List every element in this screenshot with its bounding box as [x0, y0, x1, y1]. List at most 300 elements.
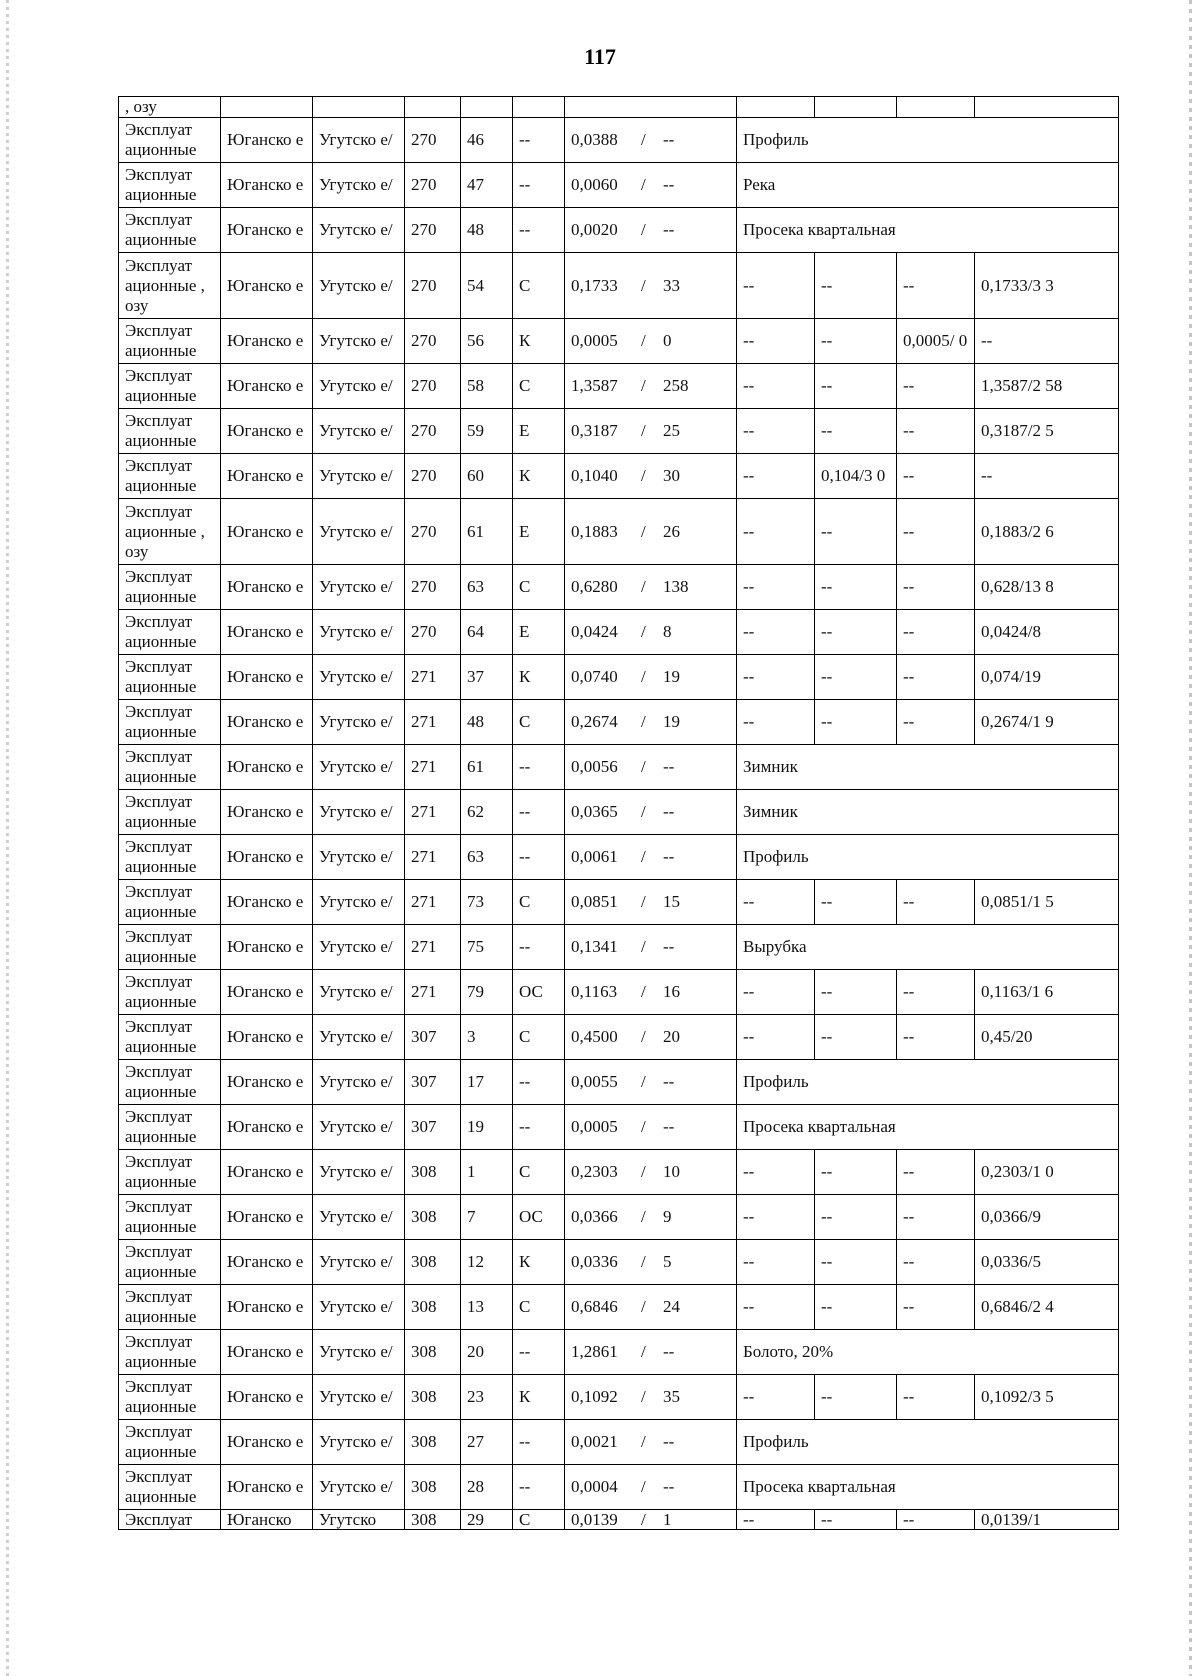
area-value: 0,6280: [571, 577, 618, 596]
col3-cell: --: [897, 1285, 975, 1330]
table-row: [119, 1330, 1119, 1375]
category-cell: Эксплуат ационные: [119, 1465, 221, 1510]
table-row: [119, 745, 1119, 790]
area-separator: /: [641, 1432, 646, 1451]
forestry-cell: Юганско е: [221, 409, 313, 454]
district-cell: Угутско е/: [313, 1465, 405, 1510]
category-cell: Эксплуат ационные: [119, 1240, 221, 1285]
district-cell: Угутско е/: [313, 970, 405, 1015]
category-cell: Эксплуат ационные: [119, 1285, 221, 1330]
category-cell: Эксплуат ационные: [119, 700, 221, 745]
area-cell: [565, 610, 737, 655]
forestry-cell: Юганско е: [221, 1060, 313, 1105]
area-count: 258: [663, 376, 689, 395]
section-cell: 60: [461, 454, 513, 499]
col1-cell: --: [737, 1015, 815, 1060]
area-count: 25: [663, 421, 680, 440]
section-cell: 54: [461, 253, 513, 319]
forestry-cell: [221, 97, 313, 118]
area-cell: [565, 1465, 737, 1510]
col1-cell: --: [737, 1195, 815, 1240]
col3-cell: --: [897, 655, 975, 700]
district-cell: Угутско е/: [313, 208, 405, 253]
area-value: 0,4500: [571, 1027, 618, 1046]
table-row: [119, 880, 1119, 925]
table-row: [119, 970, 1119, 1015]
category-cell: Эксплуат ационные: [119, 1105, 221, 1150]
col1-cell: --: [737, 565, 815, 610]
col1-cell: --: [737, 1510, 815, 1530]
area-separator: /: [641, 892, 646, 911]
quarter-cell: 270: [405, 454, 461, 499]
section-cell: 59: [461, 409, 513, 454]
species-cell: [513, 97, 565, 118]
category-cell: Эксплуат ационные: [119, 970, 221, 1015]
forestry-cell: Юганско е: [221, 1330, 313, 1375]
section-cell: 47: [461, 163, 513, 208]
district-cell: Угутско: [313, 1510, 405, 1530]
table-row: [119, 925, 1119, 970]
quarter-cell: 270: [405, 253, 461, 319]
scan-edge-left: [6, 0, 9, 1676]
col1-cell: --: [737, 454, 815, 499]
forestry-cell: Юганско е: [221, 565, 313, 610]
col4-cell: 0,0366/9: [975, 1195, 1119, 1240]
section-cell: 29: [461, 1510, 513, 1530]
category-cell: Эксплуат ационные: [119, 454, 221, 499]
note-cell: Профиль: [737, 835, 1119, 880]
table-row: [119, 610, 1119, 655]
area-value: 0,0021: [571, 1432, 618, 1451]
forestry-cell: Юганско е: [221, 700, 313, 745]
col1-cell: --: [737, 409, 815, 454]
area-count: 33: [663, 275, 680, 295]
area-value: 0,0851: [571, 892, 618, 911]
category-cell: Эксплуат ационные: [119, 1420, 221, 1465]
section-cell: 63: [461, 565, 513, 610]
category-cell: Эксплуат ационные: [119, 163, 221, 208]
col1-cell: --: [737, 970, 815, 1015]
forestry-cell: Юганско е: [221, 1195, 313, 1240]
quarter-cell: 307: [405, 1015, 461, 1060]
col2-cell: --: [815, 610, 897, 655]
col4-cell: 0,0851/1 5: [975, 880, 1119, 925]
col4-cell: 0,45/20: [975, 1015, 1119, 1060]
section-cell: 48: [461, 700, 513, 745]
district-cell: Угутско е/: [313, 610, 405, 655]
area-cell: [565, 1195, 737, 1240]
section-cell: [461, 97, 513, 118]
district-cell: Угутско е/: [313, 253, 405, 319]
table-row: [119, 790, 1119, 835]
forestry-cell: Юганско е: [221, 319, 313, 364]
table-row: [119, 97, 1119, 118]
col2-cell: --: [815, 1285, 897, 1330]
species-cell: С: [513, 1510, 565, 1530]
area-count: 10: [663, 1162, 680, 1181]
forestry-cell: Юганско: [221, 1510, 313, 1530]
table-row: [119, 163, 1119, 208]
species-cell: --: [513, 208, 565, 253]
section-cell: 64: [461, 610, 513, 655]
section-cell: 13: [461, 1285, 513, 1330]
col3-cell: --: [897, 454, 975, 499]
category-cell: Эксплуат ационные: [119, 835, 221, 880]
area-count: 8: [663, 622, 672, 641]
col3-cell: --: [897, 970, 975, 1015]
col3-cell: --: [897, 409, 975, 454]
area-count: --: [663, 1072, 675, 1091]
category-cell: Эксплуат ационные: [119, 1195, 221, 1240]
area-cell: [565, 319, 737, 364]
quarter-cell: 271: [405, 700, 461, 745]
table-row: [119, 1510, 1119, 1530]
district-cell: Угутско е/: [313, 118, 405, 163]
category-cell: Эксплуат ационные: [119, 118, 221, 163]
area-value: 0,0055: [571, 1072, 618, 1091]
area-separator: /: [641, 577, 646, 596]
area-separator: /: [641, 275, 646, 295]
col3-cell: --: [897, 1510, 975, 1530]
table-row: [119, 1195, 1119, 1240]
district-cell: Угутско е/: [313, 1015, 405, 1060]
col2-cell: --: [815, 1150, 897, 1195]
species-cell: --: [513, 1060, 565, 1105]
area-count: 24: [663, 1297, 680, 1316]
table-row: [119, 1285, 1119, 1330]
species-cell: С: [513, 700, 565, 745]
area-cell: [565, 499, 737, 565]
area-separator: /: [641, 1252, 646, 1271]
section-cell: 28: [461, 1465, 513, 1510]
quarter-cell: 270: [405, 118, 461, 163]
area-value: 0,0056: [571, 757, 618, 776]
section-cell: 7: [461, 1195, 513, 1240]
area-count: 1: [663, 1510, 672, 1529]
note-cell: Зимник: [737, 745, 1119, 790]
area-cell: [565, 1330, 737, 1375]
col2-cell: --: [815, 319, 897, 364]
col4-cell: 0,1163/1 6: [975, 970, 1119, 1015]
area-cell: [565, 790, 737, 835]
area-separator: /: [641, 1207, 646, 1226]
district-cell: Угутско е/: [313, 454, 405, 499]
table-row: [119, 1105, 1119, 1150]
district-cell: Угутско е/: [313, 364, 405, 409]
species-cell: ОС: [513, 970, 565, 1015]
category-cell: Эксплуат ационные: [119, 790, 221, 835]
category-cell: Эксплуат ационные , озу: [119, 253, 221, 319]
quarter-cell: 271: [405, 790, 461, 835]
note-cell: Вырубка: [737, 925, 1119, 970]
district-cell: Угутско е/: [313, 1240, 405, 1285]
col1-cell: --: [737, 700, 815, 745]
quarter-cell: 270: [405, 565, 461, 610]
col2-cell: [815, 97, 897, 118]
forestry-cell: Юганско е: [221, 610, 313, 655]
col4-cell: 0,0139/1: [975, 1510, 1119, 1530]
col3-cell: --: [897, 499, 975, 565]
area-separator: /: [641, 982, 646, 1001]
district-cell: Угутско е/: [313, 925, 405, 970]
forestry-cell: Юганско е: [221, 364, 313, 409]
col2-cell: --: [815, 1015, 897, 1060]
quarter-cell: 270: [405, 319, 461, 364]
section-cell: 37: [461, 655, 513, 700]
area-separator: /: [641, 622, 646, 641]
table-row: [119, 499, 1119, 565]
col2-cell: --: [815, 253, 897, 319]
area-separator: /: [641, 421, 646, 440]
species-cell: К: [513, 1240, 565, 1285]
note-cell: Зимник: [737, 790, 1119, 835]
col4-cell: [975, 97, 1119, 118]
district-cell: [313, 97, 405, 118]
col3-cell: --: [897, 700, 975, 745]
col1-cell: --: [737, 1375, 815, 1420]
quarter-cell: 308: [405, 1510, 461, 1530]
area-separator: /: [641, 937, 646, 956]
col3-cell: --: [897, 565, 975, 610]
forestry-cell: Юганско е: [221, 118, 313, 163]
area-count: 19: [663, 667, 680, 686]
area-separator: /: [641, 1072, 646, 1091]
area-value: 0,1733: [571, 275, 618, 295]
forest-plot-table: [118, 96, 1119, 1530]
area-count: 26: [663, 521, 680, 541]
quarter-cell: 271: [405, 655, 461, 700]
area-separator: /: [641, 802, 646, 821]
col2-cell: --: [815, 655, 897, 700]
category-cell: Эксплуат ационные , озу: [119, 499, 221, 565]
district-cell: Угутско е/: [313, 1105, 405, 1150]
area-cell: [565, 253, 737, 319]
section-cell: 73: [461, 880, 513, 925]
area-value: 0,0388: [571, 130, 618, 149]
col2-cell: --: [815, 880, 897, 925]
col4-cell: 1,3587/2 58: [975, 364, 1119, 409]
area-count: --: [663, 175, 675, 194]
col2-cell: --: [815, 1240, 897, 1285]
section-cell: 17: [461, 1060, 513, 1105]
species-cell: Е: [513, 610, 565, 655]
quarter-cell: 308: [405, 1375, 461, 1420]
section-cell: 19: [461, 1105, 513, 1150]
area-separator: /: [641, 667, 646, 686]
area-value: 0,0004: [571, 1477, 618, 1496]
col1-cell: --: [737, 499, 815, 565]
category-cell: Эксплуат: [119, 1510, 221, 1530]
area-separator: /: [641, 220, 646, 239]
section-cell: 3: [461, 1015, 513, 1060]
area-cell: [565, 1510, 737, 1530]
species-cell: --: [513, 1105, 565, 1150]
district-cell: Угутско е/: [313, 1330, 405, 1375]
forestry-cell: Юганско е: [221, 208, 313, 253]
section-cell: 56: [461, 319, 513, 364]
col2-cell: --: [815, 970, 897, 1015]
col4-cell: 0,0336/5: [975, 1240, 1119, 1285]
table-row: [119, 409, 1119, 454]
category-cell: Эксплуат ационные: [119, 1375, 221, 1420]
col2-cell: --: [815, 499, 897, 565]
district-cell: Угутско е/: [313, 1150, 405, 1195]
area-count: 5: [663, 1252, 672, 1271]
section-cell: 27: [461, 1420, 513, 1465]
col3-cell: --: [897, 1015, 975, 1060]
section-cell: 12: [461, 1240, 513, 1285]
category-cell: Эксплуат ационные: [119, 1150, 221, 1195]
species-cell: Е: [513, 499, 565, 565]
area-count: 0: [663, 331, 672, 350]
table-row: [119, 1420, 1119, 1465]
table-row: [119, 208, 1119, 253]
area-value: 1,3587: [571, 376, 618, 395]
category-cell: Эксплуат ационные: [119, 880, 221, 925]
species-cell: К: [513, 319, 565, 364]
district-cell: Угутско е/: [313, 700, 405, 745]
col4-cell: 0,1733/3 3: [975, 253, 1119, 319]
area-value: 0,2674: [571, 712, 618, 731]
area-cell: [565, 163, 737, 208]
note-cell: Просека квартальная: [737, 1105, 1119, 1150]
area-count: 20: [663, 1027, 680, 1046]
forestry-cell: Юганско е: [221, 1015, 313, 1060]
table-row: [119, 118, 1119, 163]
area-cell: [565, 97, 737, 118]
page-number: 117: [584, 44, 616, 69]
area-cell: [565, 409, 737, 454]
area-value: 0,0336: [571, 1252, 618, 1271]
area-value: 0,0424: [571, 622, 618, 641]
species-cell: --: [513, 163, 565, 208]
area-value: 0,1341: [571, 937, 618, 956]
area-value: 0,2303: [571, 1162, 618, 1181]
district-cell: Угутско е/: [313, 163, 405, 208]
forestry-cell: Юганско е: [221, 454, 313, 499]
table-row: [119, 1015, 1119, 1060]
area-cell: [565, 565, 737, 610]
forestry-cell: Юганско е: [221, 1420, 313, 1465]
species-cell: К: [513, 655, 565, 700]
col1-cell: --: [737, 319, 815, 364]
section-cell: 62: [461, 790, 513, 835]
district-cell: Угутско е/: [313, 790, 405, 835]
quarter-cell: 271: [405, 925, 461, 970]
district-cell: Угутско е/: [313, 655, 405, 700]
quarter-cell: 270: [405, 163, 461, 208]
area-count: --: [663, 847, 675, 866]
col3-cell: --: [897, 253, 975, 319]
area-separator: /: [641, 331, 646, 350]
area-value: 0,0020: [571, 220, 618, 239]
area-separator: /: [641, 466, 646, 485]
district-cell: Угутско е/: [313, 1195, 405, 1240]
col1-cell: --: [737, 880, 815, 925]
area-separator: /: [641, 175, 646, 194]
table-row: [119, 364, 1119, 409]
area-value: 0,0005: [571, 331, 618, 350]
table-body: [119, 97, 1119, 1530]
section-cell: 61: [461, 745, 513, 790]
area-cell: [565, 880, 737, 925]
forestry-cell: Юганско е: [221, 970, 313, 1015]
area-separator: /: [641, 1477, 646, 1496]
col3-cell: --: [897, 1195, 975, 1240]
area-cell: [565, 1060, 737, 1105]
area-value: 0,0740: [571, 667, 618, 686]
col4-cell: 0,628/13 8: [975, 565, 1119, 610]
category-cell: Эксплуат ационные: [119, 745, 221, 790]
area-cell: [565, 1015, 737, 1060]
col2-cell: --: [815, 565, 897, 610]
col2-cell: --: [815, 700, 897, 745]
forestry-cell: Юганско е: [221, 1240, 313, 1285]
col1-cell: --: [737, 610, 815, 655]
species-cell: К: [513, 1375, 565, 1420]
category-cell: Эксплуат ационные: [119, 655, 221, 700]
area-value: 1,2861: [571, 1342, 618, 1361]
area-cell: [565, 1285, 737, 1330]
area-separator: /: [641, 1162, 646, 1181]
area-cell: [565, 835, 737, 880]
table-row: [119, 1060, 1119, 1105]
col2-cell: --: [815, 364, 897, 409]
col4-cell: 0,6846/2 4: [975, 1285, 1119, 1330]
section-cell: 79: [461, 970, 513, 1015]
species-cell: --: [513, 745, 565, 790]
area-separator: /: [641, 1510, 646, 1529]
district-cell: Угутско е/: [313, 319, 405, 364]
section-cell: 63: [461, 835, 513, 880]
area-value: 0,1883: [571, 521, 618, 541]
species-cell: С: [513, 364, 565, 409]
col4-cell: --: [975, 319, 1119, 364]
section-cell: 75: [461, 925, 513, 970]
category-cell: Эксплуат ационные: [119, 1330, 221, 1375]
forestry-cell: Юганско е: [221, 499, 313, 565]
note-cell: Просека квартальная: [737, 1465, 1119, 1510]
table-row: [119, 454, 1119, 499]
area-value: 0,0061: [571, 847, 618, 866]
quarter-cell: 308: [405, 1150, 461, 1195]
forestry-cell: Юганско е: [221, 835, 313, 880]
area-separator: /: [641, 1342, 646, 1361]
forestry-cell: Юганско е: [221, 1150, 313, 1195]
col3-cell: --: [897, 880, 975, 925]
area-count: --: [663, 1477, 675, 1496]
col3-cell: --: [897, 610, 975, 655]
quarter-cell: 308: [405, 1330, 461, 1375]
species-cell: --: [513, 925, 565, 970]
area-cell: [565, 118, 737, 163]
area-value: 0,0365: [571, 802, 618, 821]
area-separator: /: [641, 130, 646, 149]
species-cell: С: [513, 880, 565, 925]
category-cell: Эксплуат ационные: [119, 1060, 221, 1105]
quarter-cell: [405, 97, 461, 118]
section-cell: 61: [461, 499, 513, 565]
col3-cell: --: [897, 1240, 975, 1285]
species-cell: С: [513, 253, 565, 319]
area-value: 0,0060: [571, 175, 618, 194]
area-separator: /: [641, 1297, 646, 1316]
category-cell: Эксплуат ационные: [119, 925, 221, 970]
area-count: --: [663, 1342, 675, 1361]
note-cell: Болото, 20%: [737, 1330, 1119, 1375]
district-cell: Угутско е/: [313, 745, 405, 790]
area-separator: /: [641, 757, 646, 776]
